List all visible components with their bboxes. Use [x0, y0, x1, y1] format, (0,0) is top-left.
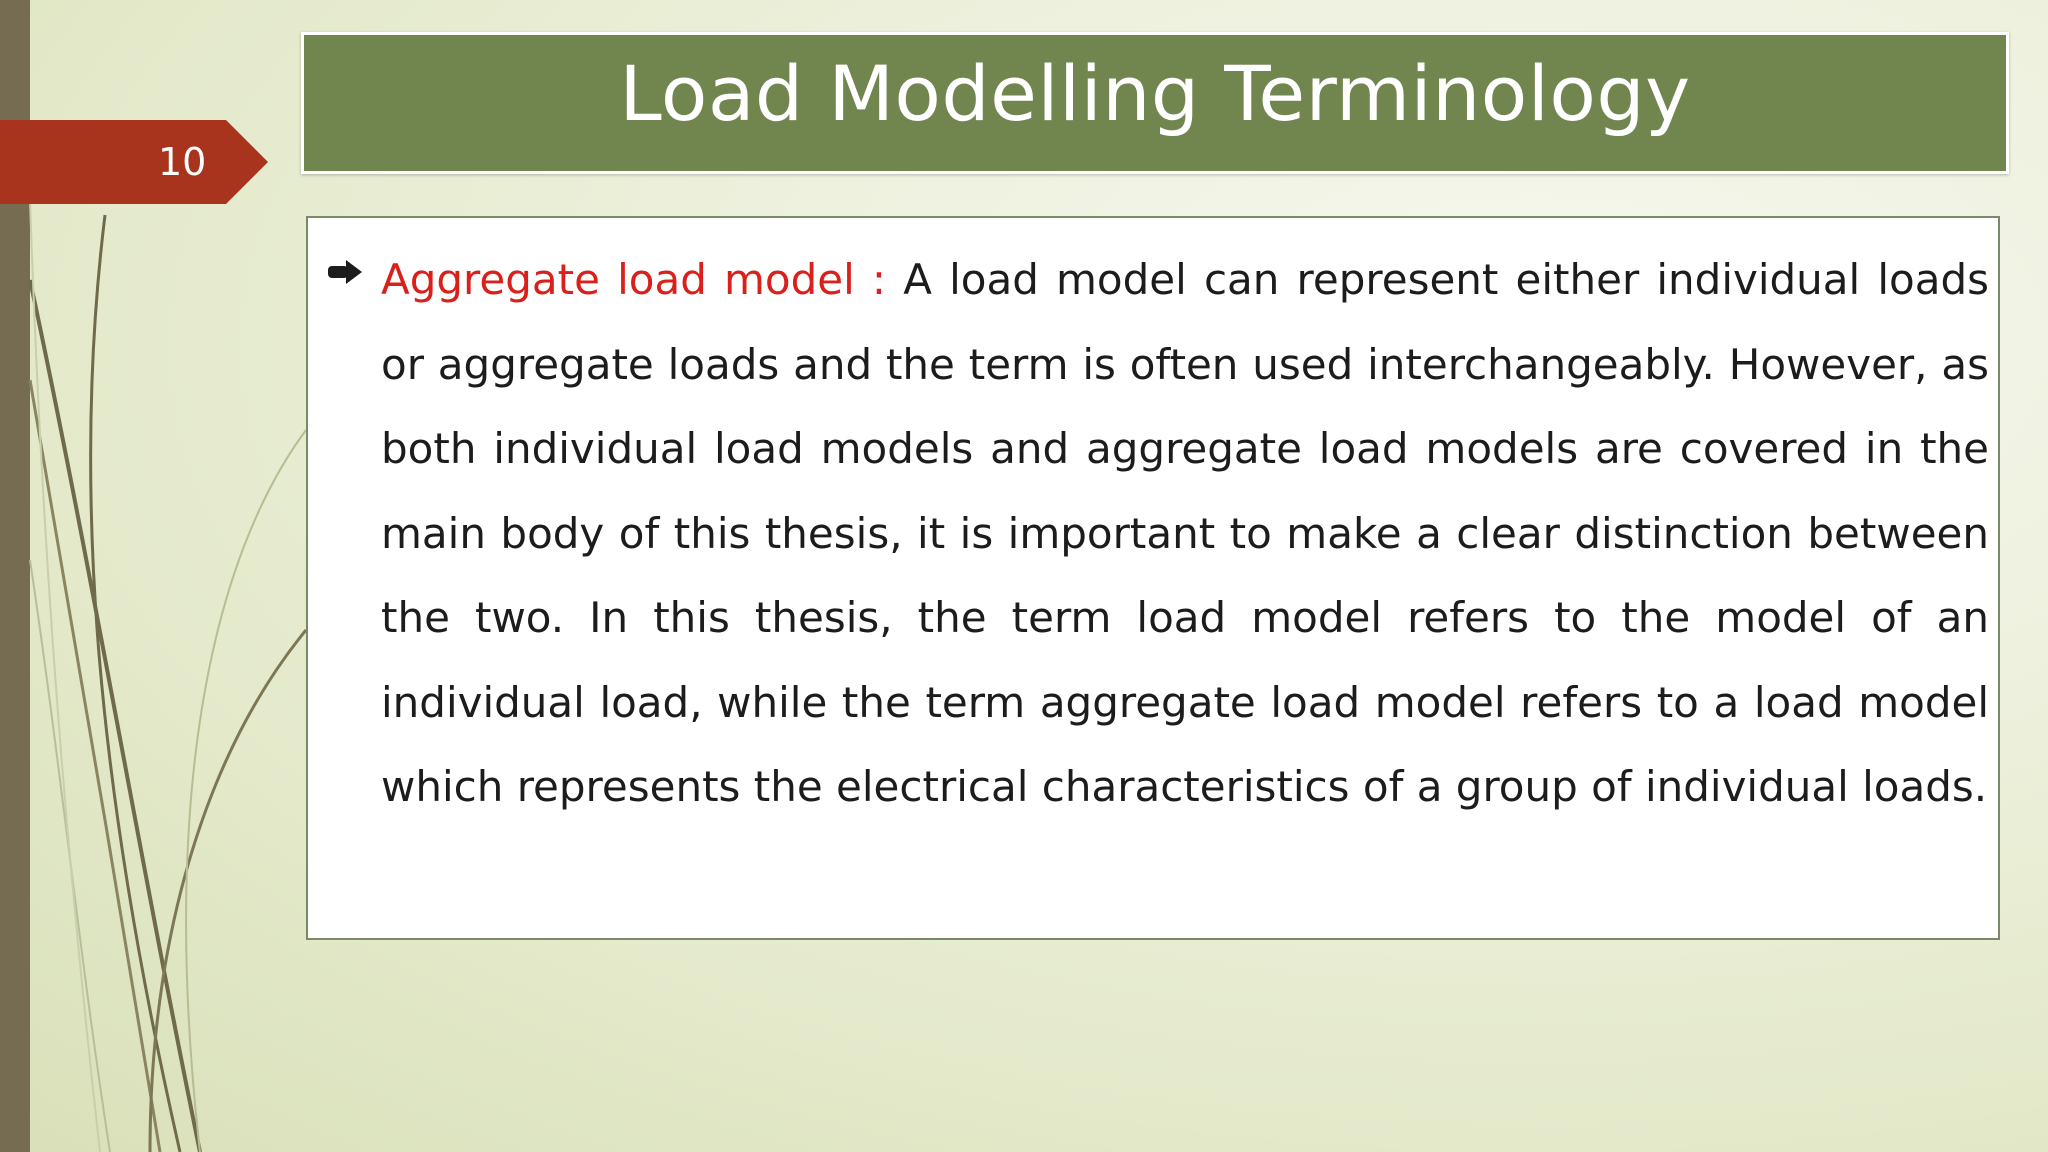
slide-title: Load Modelling Terminology	[619, 49, 1691, 138]
content-box	[306, 216, 2000, 940]
page-number-tab	[0, 120, 268, 204]
arrow-bullet-icon	[328, 260, 366, 284]
definition-text: A load model can represent either individual loads or aggregate loads and the term is often used interchangeably. However, as both individual load models and aggregate load models are covered in the main body of this thesis, it is important to make a clear distinction between the two. In this thesis, the term load model refers to the model of an individual load, while the term aggregate load model refers to a load model which represents the electrical characteristics of a group of individual loads.	[381, 255, 1989, 811]
term-label: Aggregate load model :	[381, 255, 904, 304]
title-bar	[301, 32, 2009, 174]
page-number: 10	[158, 140, 207, 184]
definition-paragraph	[381, 238, 1989, 830]
